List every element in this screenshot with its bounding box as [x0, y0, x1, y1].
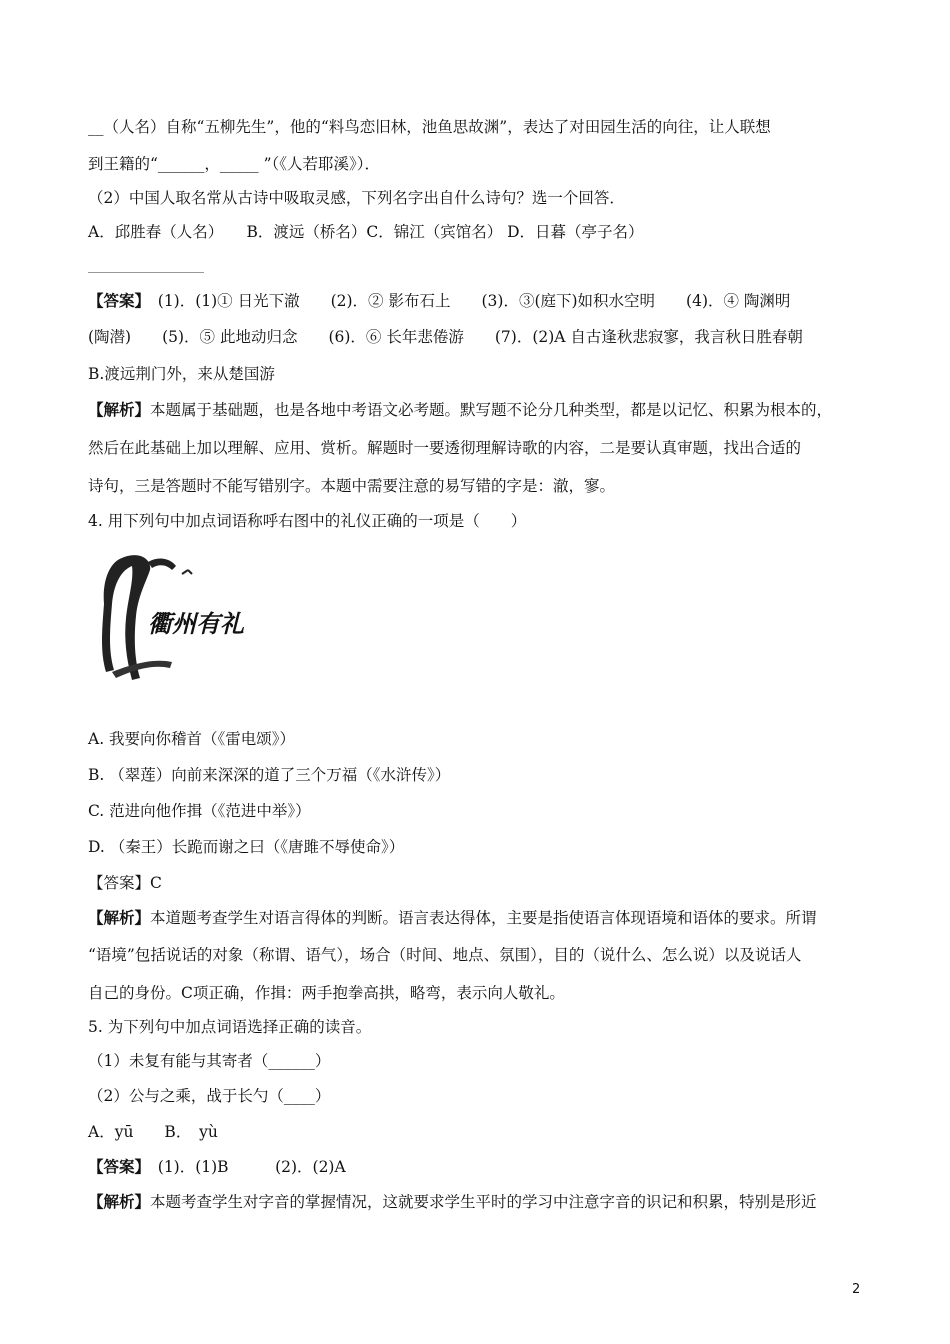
question-stem: 5. 为下列句中加点词语选择正确的读音。 [88, 1018, 372, 1036]
image-caption: 衢州有礼 [148, 609, 244, 638]
page-number: 2 [852, 1282, 861, 1297]
analysis-text: 本题考查学生对字音的掌握情况，这就要求学生平时的学习中注意字音的识记和积累，特别是形近 [150, 1193, 817, 1211]
answer-line: (陶潜) (5)．⑤ 此地动归念 (6)．⑥ 长年悲倦游 (7)．(2)A 自古逢秋悲寂寥，我言秋日胜春朝 [88, 328, 803, 346]
answer-line: 【答案】C [88, 874, 162, 892]
analysis-line: 然后在此基础上加以理解、应用、赏析。解题时一要透彻理解诗歌的内容，二是要认真审题，找出合适的 [88, 439, 802, 457]
answer-line [88, 290, 790, 312]
analysis-line: “语境”包括说话的对象（称谓、语气），场合（时间、地点、氛围），目的（说什么、怎么说）以及说话人 [88, 946, 802, 964]
sub-question: （2）公与之乘，战于长勺（____） [88, 1087, 331, 1105]
answer-line [88, 1156, 346, 1178]
text-line: __（人名）自称“五柳先生”，他的“料鸟恋旧林，池鱼思故渊”，表达了对田园生活的向往，让人联想 [88, 118, 771, 136]
separator [88, 272, 204, 273]
option-c: C. 范进向他作揖（《范进中举》） [88, 802, 311, 820]
answer-line: B.渡远荆门外，来从楚国游 [88, 365, 275, 383]
text-line: A．邱胜春（人名） B．渡远（桥名）C．锦江（宾馆名） D．日暮（亭子名） [88, 223, 644, 241]
answer-text: (1)．(1)① 日光下澈 (2)．② 影布石上 (3)．③(庭下)如积水空明 (4)．④ 陶渊明 [142, 292, 791, 310]
analysis-text: 本题属于基础题，也是各地中考语文必考题。默写题不论分几种类型，都是以记忆、积累为根本的， [150, 401, 833, 419]
analysis-tag: 【解析】 [88, 1192, 151, 1211]
options-line: A．yū B． yù [88, 1123, 218, 1141]
answer-tag: 【答案】 [88, 1157, 143, 1176]
answer-tag: 【答案】 [88, 291, 143, 310]
analysis-line: 诗句，三是答题时不能写错别字。本题中需要注意的易写错的字是：澈，寥。 [88, 477, 616, 495]
question-stem: 4. 用下列句中加点词语称呼右图中的礼仪正确的一项是（ ） [88, 512, 527, 530]
analysis-line [88, 399, 832, 421]
text-line: （2）中国人取名常从古诗中吸取灵感，下列名字出自什么诗句？选一个回答． [88, 189, 625, 207]
analysis-line [88, 907, 817, 929]
analysis-line: 自己的身份。C项正确，作揖：两手抱拳高拱，略弯，表示向人敬礼。 [88, 984, 565, 1002]
analysis-tag: 【解析】 [88, 908, 151, 927]
option-b: B. （翠莲）向前来深深的道了三个万福（《水浒传》） [88, 766, 451, 784]
analysis-text: 本道题考查学生对语言得体的判断。语言表达得体，主要是指使语言体现语境和语体的要求。所谓 [150, 909, 817, 927]
text-line: 到王籍的“______，_____ ”（《人若耶溪》）． [88, 155, 381, 173]
option-d: D. （秦王）长跪而谢之曰（《唐雎不辱使命》） [88, 838, 405, 856]
option-a: A. 我要向你稽首（《雷电颂》） [88, 730, 296, 748]
analysis-tag: 【解析】 [88, 400, 151, 419]
sub-question: （1）未复有能与其寄者（______） [88, 1052, 331, 1070]
etiquette-illustration [92, 540, 252, 692]
answer-text: (1)．(1)B (2)．(2)A [142, 1158, 346, 1176]
analysis-line [88, 1191, 817, 1213]
